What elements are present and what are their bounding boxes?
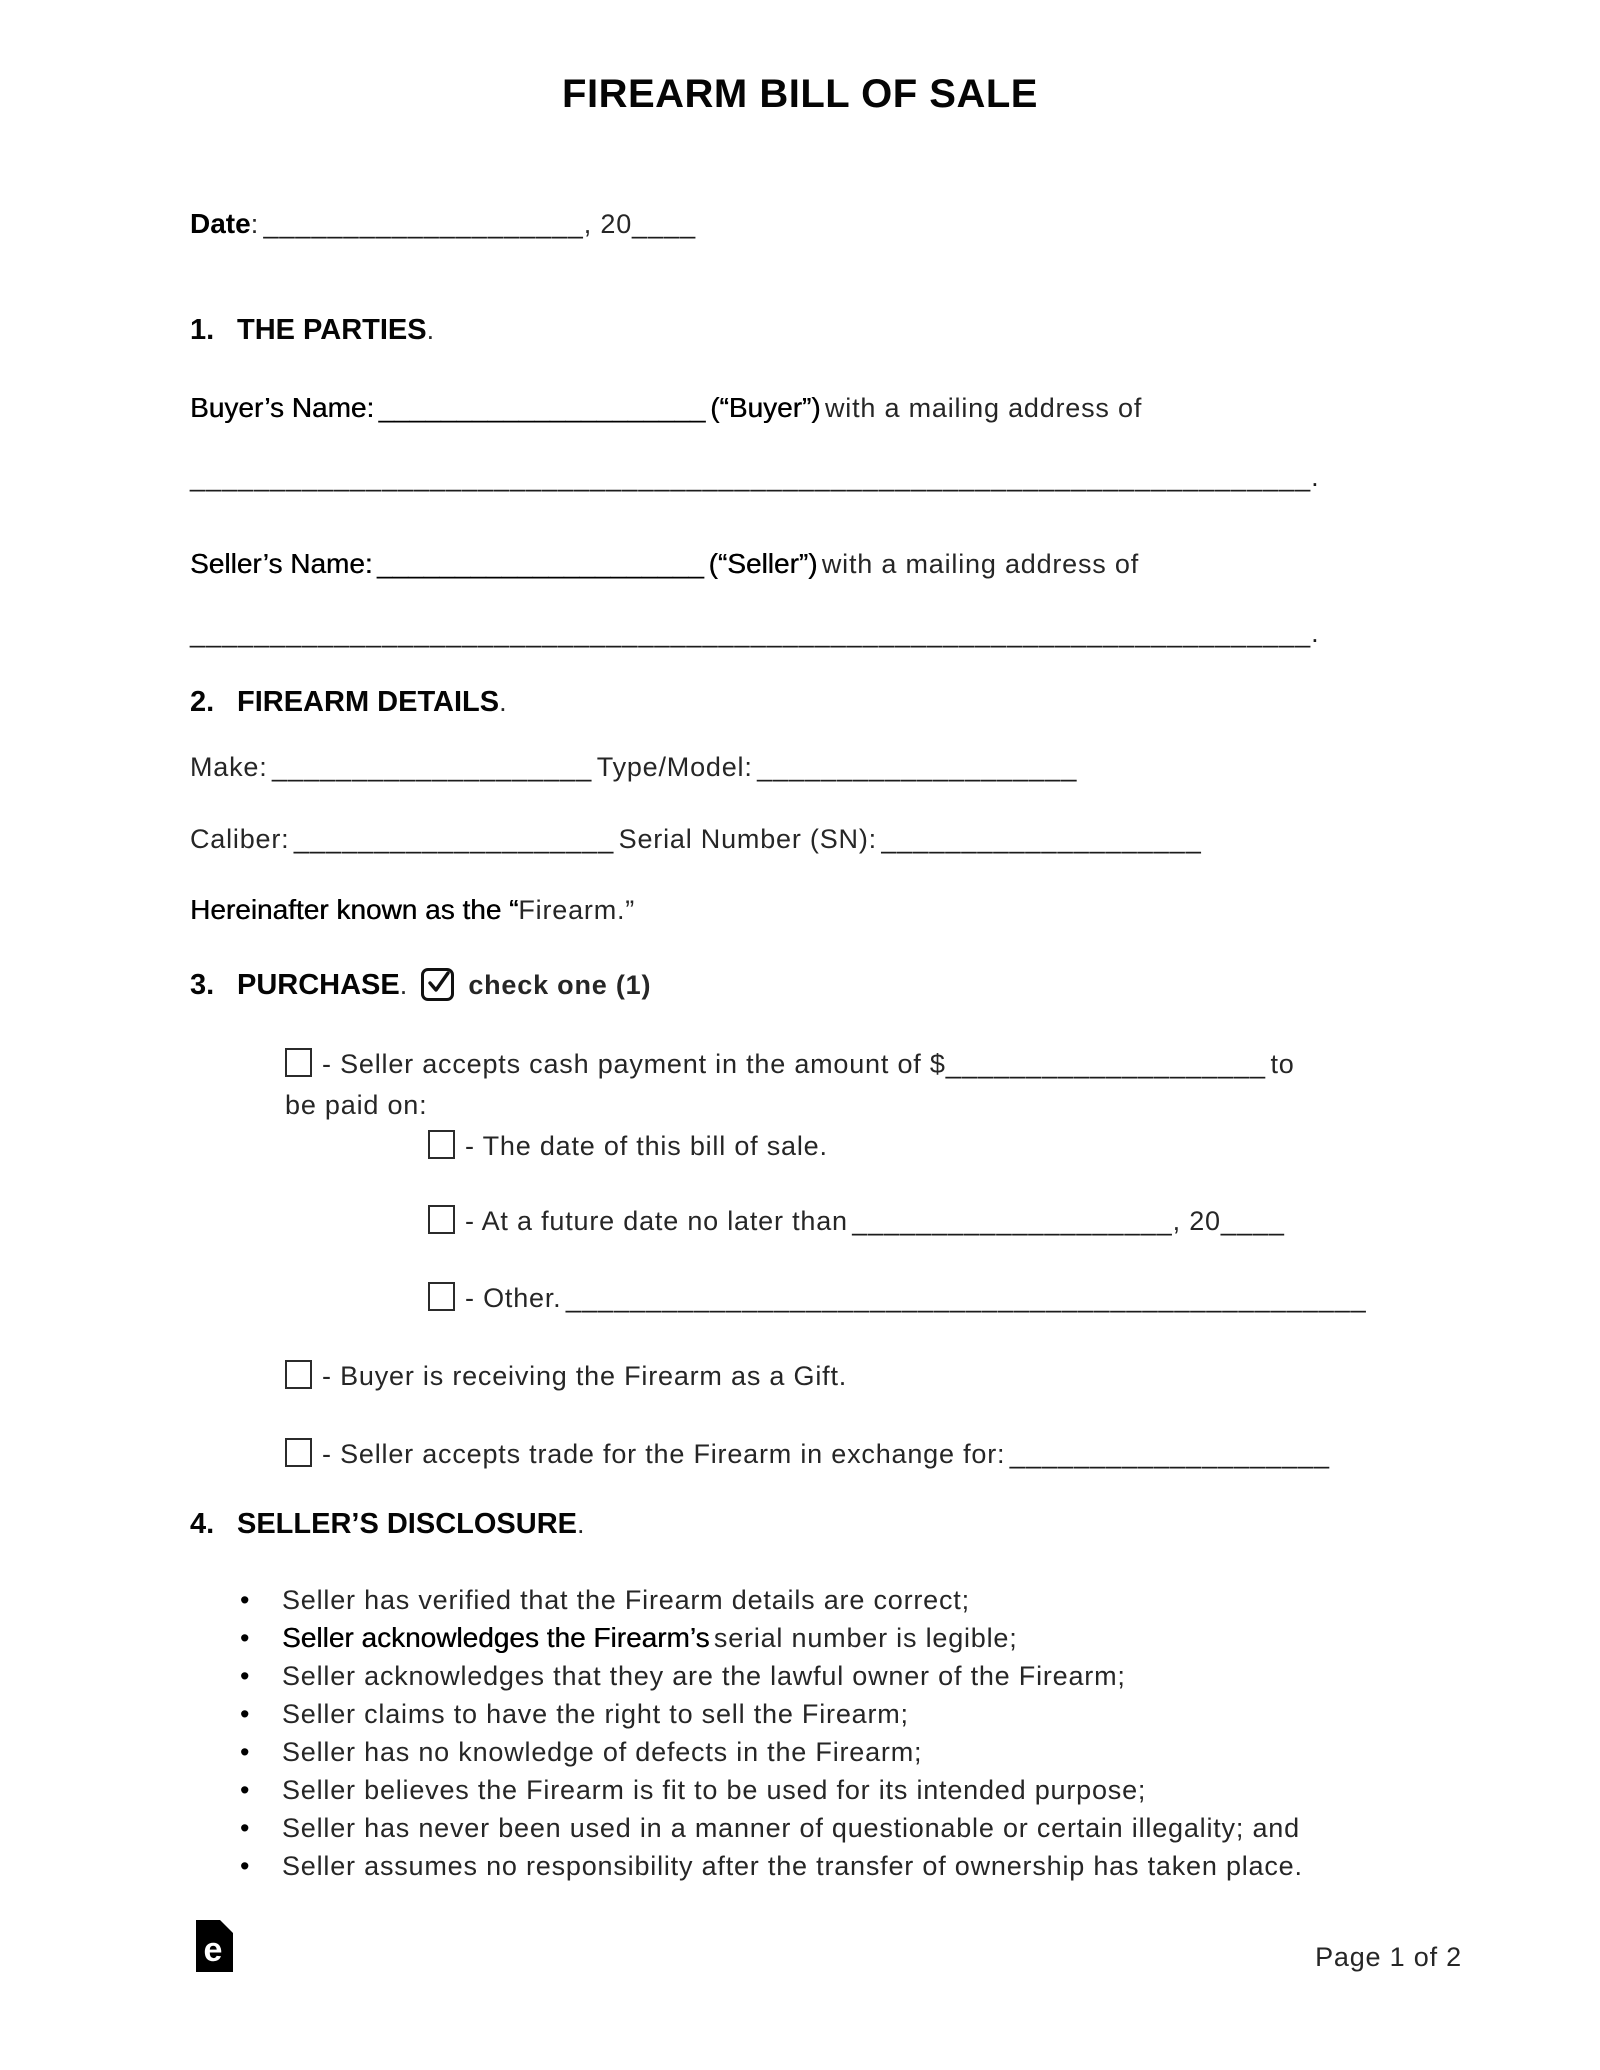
type-model-blank-field[interactable]: ____________________ bbox=[757, 752, 1078, 782]
bullet-icon: • bbox=[240, 1737, 250, 1767]
section-3-number: 3. bbox=[190, 969, 215, 1001]
seller-name-blank-field[interactable]: _____________________ bbox=[377, 548, 705, 579]
section-4-period: . bbox=[577, 1509, 585, 1539]
eforms-logo bbox=[196, 1920, 233, 1972]
bullet-7-text: Seller has never been used in a manner of questionable or certain illegality; and bbox=[282, 1813, 1300, 1843]
future-date-tail: , 20 bbox=[1172, 1206, 1221, 1236]
option-future-date-text: - At a future date no later than bbox=[465, 1206, 848, 1236]
disclosure-bullet-2 bbox=[240, 1622, 1460, 1654]
bullet-3-text: Seller acknowledges that they are the lawful owner of the Firearm; bbox=[282, 1661, 1126, 1691]
seller-address-line bbox=[190, 618, 1460, 649]
option-trade bbox=[285, 1438, 1460, 1470]
check-one-label: check one (1) bbox=[468, 970, 652, 1000]
option-date-of-sale bbox=[428, 1130, 1460, 1162]
bullet-6-text: Seller believes the Firearm is fit to be used for its intended purpose; bbox=[282, 1775, 1147, 1805]
option-cash-text-line2: be paid on: bbox=[285, 1090, 428, 1120]
buyer-address-blank-field[interactable]: ______________________________________________________________________. bbox=[190, 462, 1320, 492]
caliber-blank-field[interactable]: ____________________ bbox=[293, 824, 615, 854]
serial-number-label: Serial Number (SN): bbox=[618, 824, 877, 854]
type-model-label: Type/Model: bbox=[596, 752, 753, 782]
make-label: Make: bbox=[190, 752, 268, 782]
page-title: FIREARM BILL OF SALE bbox=[562, 72, 1038, 116]
bullet-icon: • bbox=[240, 1623, 250, 1653]
section-2-title: FIREARM DETAILS bbox=[237, 686, 500, 718]
bullet-8-text: Seller assumes no responsibility after the transfer of ownership has taken place. bbox=[282, 1851, 1303, 1881]
date-tail: , 20 bbox=[583, 209, 633, 239]
buyer-name-label: Buyer’s Name: bbox=[190, 392, 375, 423]
section-4-heading bbox=[190, 1508, 1460, 1541]
section-4-title: SELLER’S DISCLOSURE bbox=[237, 1508, 577, 1540]
cash-amount-blank-field[interactable]: ____________________ bbox=[945, 1049, 1267, 1079]
buyer-address-line bbox=[190, 462, 1460, 493]
buyer-alias: (“Buyer”) bbox=[710, 392, 821, 423]
option-other bbox=[428, 1282, 1460, 1314]
gift-checkbox[interactable] bbox=[285, 1360, 312, 1389]
cash-checkbox[interactable] bbox=[285, 1048, 312, 1077]
section-4-number: 4. bbox=[190, 1508, 215, 1540]
future-date-blank-field[interactable]: ____________________ bbox=[852, 1206, 1173, 1236]
section-1-heading bbox=[190, 314, 1460, 347]
bullet-icon: • bbox=[240, 1585, 250, 1615]
future-date-year-blank-field[interactable]: ____ bbox=[1220, 1206, 1285, 1236]
bullet-icon: • bbox=[240, 1851, 250, 1881]
option-cash-text: - Seller accepts cash payment in the amount of $ bbox=[322, 1049, 946, 1079]
section-1-number: 1. bbox=[190, 314, 215, 346]
section-3-heading bbox=[190, 968, 1460, 1002]
hereinafter-text: Hereinafter known as the “ bbox=[190, 894, 519, 925]
disclosure-bullet-8 bbox=[240, 1850, 1460, 1882]
bullet-icon: • bbox=[240, 1661, 250, 1691]
page-number: Page 1 of 2 bbox=[1315, 1942, 1462, 1972]
bullet-2-text: serial number is legible; bbox=[713, 1623, 1018, 1653]
date-blank-field[interactable]: ____________________ bbox=[263, 209, 584, 239]
serial-number-blank-field[interactable]: ____________________ bbox=[881, 824, 1202, 854]
option-cash-line1 bbox=[285, 1048, 1460, 1080]
disclosure-bullet-6 bbox=[240, 1774, 1460, 1806]
option-other-text: - Other. bbox=[465, 1283, 562, 1313]
other-blank-field[interactable]: __________________________________________________ bbox=[565, 1283, 1367, 1313]
future-date-checkbox[interactable] bbox=[428, 1205, 455, 1234]
hereinafter-line bbox=[190, 894, 1460, 926]
other-checkbox[interactable] bbox=[428, 1282, 455, 1311]
bullet-icon: • bbox=[240, 1775, 250, 1805]
eforms-logo-letter: e bbox=[203, 1931, 223, 1969]
buyer-address-intro: with a mailing address of bbox=[825, 393, 1143, 423]
option-gift bbox=[285, 1360, 1460, 1392]
date-line bbox=[190, 208, 1460, 240]
disclosure-bullet-3 bbox=[240, 1660, 1460, 1692]
seller-address-intro: with a mailing address of bbox=[821, 549, 1140, 579]
date-colon: : bbox=[250, 209, 260, 239]
caliber-label: Caliber: bbox=[190, 824, 290, 854]
title-row bbox=[0, 72, 1600, 117]
make-type-line bbox=[190, 752, 1460, 783]
disclosure-bullet-5 bbox=[240, 1736, 1460, 1768]
date-year-blank-field[interactable]: ____ bbox=[632, 209, 697, 239]
option-future-date bbox=[428, 1205, 1460, 1237]
seller-name-line bbox=[190, 548, 1460, 580]
bullet-2-strong: Seller acknowledges the Firearm’s bbox=[282, 1622, 710, 1653]
bullet-5-text: Seller has no knowledge of defects in the Firearm; bbox=[282, 1737, 923, 1767]
section-2-period: . bbox=[499, 687, 507, 717]
bullet-4-text: Seller claims to have the right to sell the Firearm; bbox=[282, 1699, 909, 1729]
option-cash-line2 bbox=[285, 1090, 1460, 1121]
date-of-sale-checkbox[interactable] bbox=[428, 1130, 455, 1159]
section-1-title: THE PARTIES bbox=[237, 314, 427, 346]
seller-name-label: Seller’s Name: bbox=[190, 548, 373, 579]
trade-checkbox[interactable] bbox=[285, 1438, 312, 1467]
option-cash-text-end: to bbox=[1270, 1049, 1295, 1079]
make-blank-field[interactable]: ____________________ bbox=[271, 752, 593, 782]
seller-address-blank-field[interactable]: ______________________________________________________________________. bbox=[190, 618, 1320, 648]
section-3-period: . bbox=[399, 970, 408, 1000]
disclosure-bullet-4 bbox=[240, 1698, 1460, 1730]
trade-blank-field[interactable]: ____________________ bbox=[1009, 1439, 1331, 1469]
seller-alias: (“Seller”) bbox=[708, 548, 818, 579]
section-2-heading bbox=[190, 686, 1460, 719]
date-label: Date bbox=[190, 208, 251, 239]
firearm-term: Firearm.” bbox=[518, 895, 636, 925]
option-date-of-sale-text: - The date of this bill of sale. bbox=[465, 1131, 828, 1161]
section-1-period: . bbox=[426, 315, 435, 345]
checked-checkbox-icon[interactable] bbox=[421, 968, 454, 1001]
bullet-icon: • bbox=[240, 1699, 250, 1729]
disclosure-bullet-1 bbox=[240, 1584, 1460, 1616]
option-trade-text: - Seller accepts trade for the Firearm in exchange for: bbox=[322, 1439, 1006, 1469]
caliber-sn-line bbox=[190, 824, 1460, 855]
buyer-name-line bbox=[190, 392, 1460, 424]
disclosure-bullet-7 bbox=[240, 1812, 1460, 1844]
section-3-title: PURCHASE bbox=[237, 969, 400, 1001]
bullet-icon: • bbox=[240, 1813, 250, 1843]
option-gift-text: - Buyer is receiving the Firearm as a Gift. bbox=[322, 1361, 848, 1391]
section-2-number: 2. bbox=[190, 686, 215, 718]
buyer-name-blank-field[interactable]: _____________________ bbox=[378, 392, 706, 423]
bullet-1-text: Seller has verified that the Firearm details are correct; bbox=[282, 1585, 970, 1615]
